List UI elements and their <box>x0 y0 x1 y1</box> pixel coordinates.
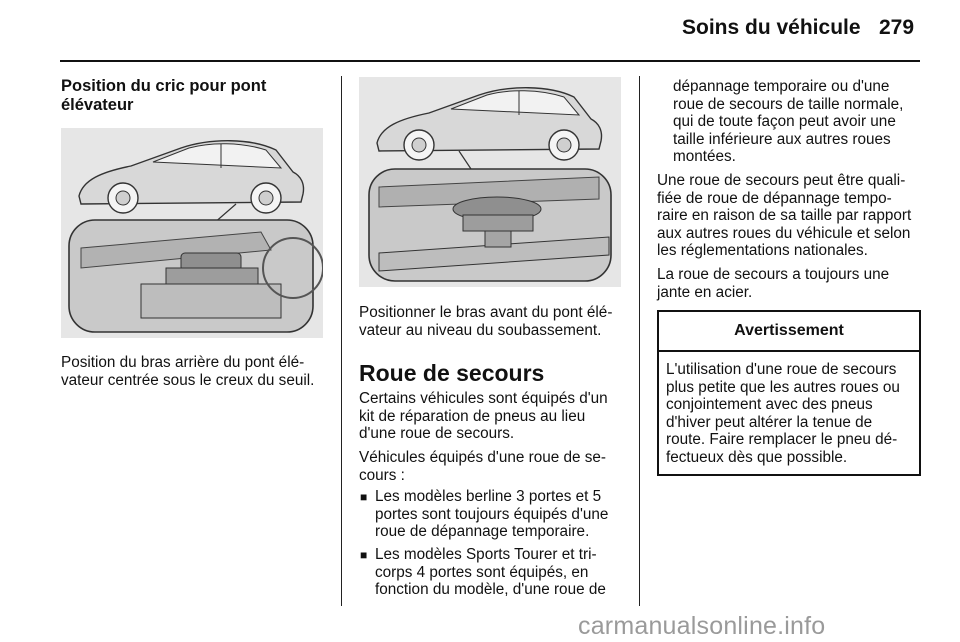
list-item-berline <box>375 488 608 541</box>
warning-box <box>657 310 921 476</box>
paragraph-line: les réglementations nationales. <box>657 242 868 260</box>
car-side-illustration <box>61 128 323 338</box>
paragraph-line: raire en raison de sa taille par rapport <box>657 207 912 225</box>
list-line: roue de secours de taille normale, <box>673 95 904 113</box>
paragraph-line: Une roue de secours peut être quali- <box>657 172 906 189</box>
warning-line: L'utilisation d'une roue de secours <box>666 361 897 378</box>
heading-line: Position du cric pour pont <box>61 77 267 95</box>
paragraph-line: aux autres roues du véhicule et selon <box>657 224 911 242</box>
list-line: portes sont toujours équipés d'une <box>375 505 609 523</box>
list-line: qui de toute façon peut avoir une <box>673 113 896 131</box>
heading-line: élévateur <box>61 96 134 114</box>
paragraph-line: d'une roue de secours. <box>359 425 515 443</box>
figure-rear-lift-arm <box>61 128 323 338</box>
list-line: fonction du modèle, d'une roue de <box>375 581 606 599</box>
caption-line: Positionner le bras avant du pont élé- <box>359 304 613 321</box>
bullet-square-icon: ■ <box>360 490 368 504</box>
caption-rear-arm <box>61 354 314 389</box>
paragraph-steel-rim <box>657 266 889 301</box>
warning-body <box>666 361 916 467</box>
paragraph-line: La roue de secours a toujours une <box>657 266 890 283</box>
page-number: 279 <box>879 16 915 39</box>
watermark-text: carmanualsonline.info <box>578 612 826 640</box>
paragraph-line: Véhicules équipés d'une roue de se- <box>359 449 606 466</box>
paragraph-line: jante en acier. <box>657 283 753 301</box>
section-heading-lift-position <box>61 77 266 115</box>
page-header-title: Soins du véhicule <box>682 16 861 39</box>
column-divider-2 <box>639 76 640 606</box>
warning-line: plus petite que les autres roues ou <box>666 378 900 396</box>
paragraph-repair-kit <box>359 390 608 443</box>
list-line: dépannage temporaire ou d'une <box>673 78 890 95</box>
column-divider-1 <box>341 76 342 606</box>
section-title-spare-wheel: Roue de secours <box>359 360 545 386</box>
warning-line: conjointement avec des pneus <box>666 396 873 414</box>
paragraph-temporary-spare <box>657 172 911 260</box>
figure-front-lift-arm <box>359 77 621 287</box>
warning-title: Avertissement <box>659 312 919 352</box>
header-rule <box>60 60 920 62</box>
caption-line: Position du bras arrière du pont élé- <box>61 354 305 371</box>
list-line: taille inférieure aux autres roues <box>673 130 891 148</box>
caption-front-arm <box>359 304 612 339</box>
car-side-illustration <box>359 77 621 287</box>
bullet-square-icon: ■ <box>360 548 368 562</box>
paragraph-line: kit de réparation de pneus au lieu <box>359 407 586 425</box>
paragraph-line: fiée de roue de dépannage tempo- <box>657 189 892 207</box>
warning-line: d'hiver peut altérer la tenue de <box>666 413 873 431</box>
list-line: Les modèles berline 3 portes et 5 <box>375 488 602 505</box>
list-item-sports-tourer <box>375 546 606 599</box>
list-item-continued <box>673 78 903 166</box>
list-line: Les modèles Sports Tourer et tri- <box>375 546 597 563</box>
caption-line: vateur centrée sous le creux du seuil. <box>61 371 315 389</box>
warning-line: route. Faire remplacer le pneu dé- <box>666 431 898 449</box>
paragraph-line: Certains véhicules sont équipés d'un <box>359 390 608 407</box>
list-line: roue de dépannage temporaire. <box>375 523 590 541</box>
paragraph-line: cours : <box>359 466 405 484</box>
list-line: montées. <box>673 148 736 166</box>
paragraph-spare-equipped <box>359 449 606 484</box>
caption-line: vateur au niveau du soubassement. <box>359 321 602 339</box>
list-line: corps 4 portes sont équipés, en <box>375 563 589 581</box>
warning-line: fectueux dès que possible. <box>666 448 848 466</box>
